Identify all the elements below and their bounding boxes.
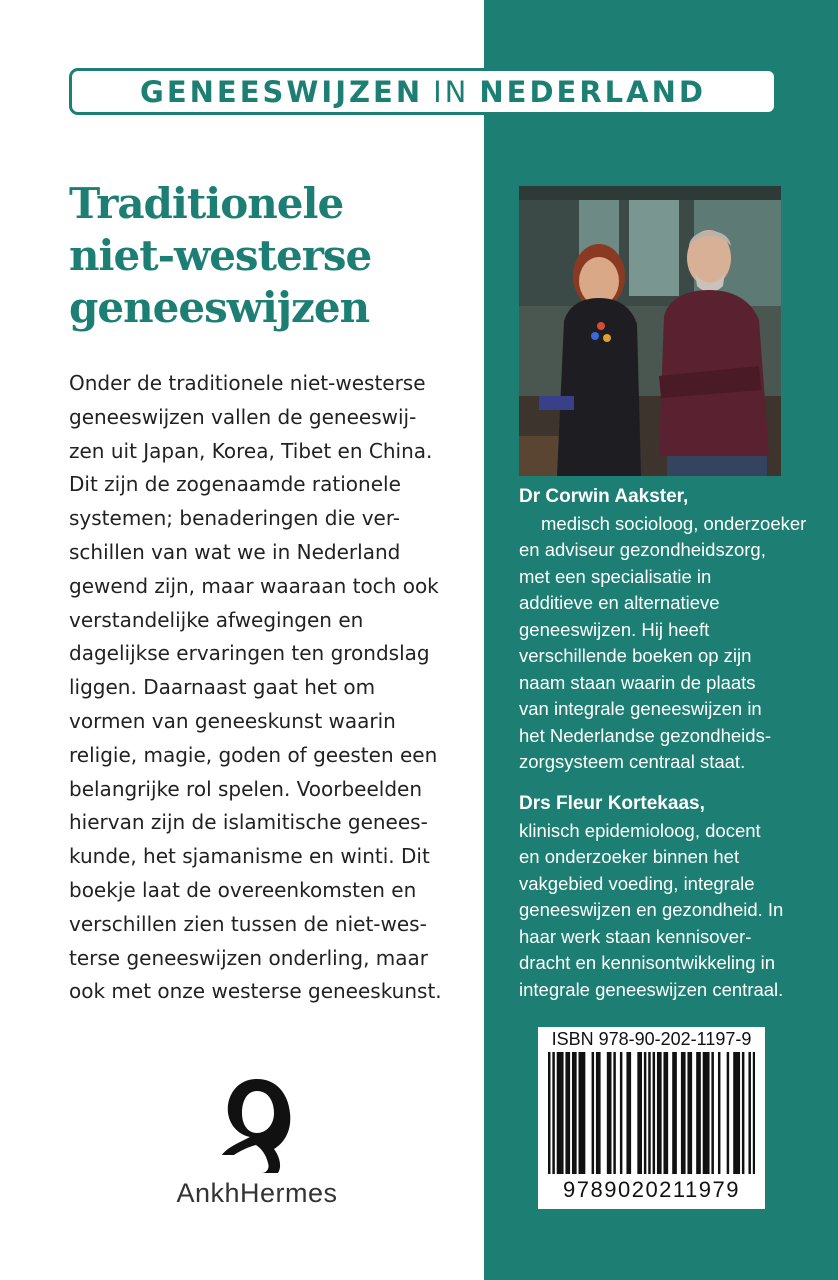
blurb-line: systemen; benaderingen die ver- xyxy=(69,506,401,531)
blurb-line: geneeswijzen vallen de geneeswij- xyxy=(69,404,417,429)
blurb-line: kunde, het sjamanisme en winti. Dit xyxy=(69,844,430,869)
barcode-bar xyxy=(672,1052,674,1174)
blurb-line: verschillen zien tussen de niet-wes- xyxy=(69,911,427,936)
barcode-bar xyxy=(581,1052,583,1174)
barcode-bar xyxy=(687,1052,689,1174)
title-line: geneeswijzen xyxy=(69,283,370,332)
barcode-bar xyxy=(742,1052,744,1174)
author-2-name: Drs Fleur Kortekaas, xyxy=(519,793,705,814)
barcode-bars xyxy=(548,1052,755,1174)
barcode-bar xyxy=(607,1052,609,1174)
publisher-name xyxy=(160,1178,354,1209)
barcode-bar xyxy=(659,1052,661,1174)
author-1-name: Dr Corwin Aakster, xyxy=(519,486,689,507)
blurb-line: Onder de traditionele niet-westerse xyxy=(69,371,426,395)
barcode-bar xyxy=(733,1052,735,1174)
barcode-bar xyxy=(574,1052,576,1174)
barcode-bar xyxy=(579,1052,581,1174)
barcode-bar xyxy=(626,1052,628,1174)
barcode-bar xyxy=(735,1052,737,1174)
barcode-bar xyxy=(629,1052,631,1174)
barcode-bar xyxy=(609,1052,611,1174)
barcode-bar xyxy=(565,1052,567,1174)
barcode-bar xyxy=(620,1052,622,1174)
barcode-bar xyxy=(683,1052,685,1174)
barcode-bar xyxy=(663,1052,665,1174)
barcode-bar xyxy=(559,1052,561,1174)
author-1-line: het Nederlandse gezondheids- xyxy=(519,724,771,746)
blurb-line: liggen. Daarnaast gaat het om xyxy=(69,675,376,700)
barcode-bar xyxy=(548,1052,550,1174)
book-title xyxy=(69,178,469,334)
barcode-bar xyxy=(637,1052,639,1174)
author-2-bio xyxy=(519,791,819,1003)
barcode-bar xyxy=(561,1052,563,1174)
barcode-bar xyxy=(598,1052,600,1174)
blurb-line: zen uit Japan, Korea, Tibet en China. xyxy=(69,438,433,463)
blurb-line: schillen van wat we in Nederland xyxy=(69,539,401,564)
barcode-bar xyxy=(718,1052,720,1174)
barcode-bar xyxy=(707,1052,709,1174)
author-2-line: haar werk staan kennisover- xyxy=(519,925,752,947)
barcode-bar xyxy=(727,1052,729,1174)
barcode-bar xyxy=(690,1052,692,1174)
barcode-bar xyxy=(644,1052,646,1174)
blurb-line: dagelijkse ervaringen ten grondslag xyxy=(69,641,430,666)
blurb-line: verstandelijke afwegingen en xyxy=(69,607,364,632)
barcode-bar xyxy=(681,1052,683,1174)
author-1-line: additieve en alternatieve xyxy=(519,592,720,613)
title-line: niet-westerse xyxy=(69,231,372,280)
blurb-line: belangrijke rol spelen. Voorbeelden xyxy=(69,776,423,801)
author-1-line: geneeswijzen. Hij heeft xyxy=(519,618,710,640)
barcode-bar xyxy=(703,1052,705,1174)
author-1-line: van integrale geneeswijzen in xyxy=(519,698,762,719)
barcode-bar xyxy=(583,1052,585,1174)
author-1-line: verschillende boeken op zijn xyxy=(519,645,752,666)
series-word-3: NEDERLAND xyxy=(479,74,706,109)
blurb-line: vormen van geneeskunst waarin xyxy=(69,708,396,733)
author-1-line: en adviseur gezondheidszorg, xyxy=(519,539,766,560)
author-1-bio xyxy=(519,484,819,776)
barcode-bar xyxy=(657,1052,659,1174)
publisher-logo xyxy=(160,1075,360,1225)
blurb-line: boekje laat de overeenkomsten en xyxy=(69,877,417,902)
barcode-bar xyxy=(698,1052,700,1174)
barcode-bar xyxy=(568,1052,570,1174)
blurb-line: Dit zijn de zogenaamde rationele xyxy=(69,472,401,497)
author-1-line: naam staan waarin de plaats xyxy=(519,671,756,693)
barcode-bar xyxy=(748,1052,750,1174)
title-line: Traditionele xyxy=(69,179,344,228)
blurb-line: religie, magie, goden of geesten een xyxy=(69,742,438,767)
barcode-bar xyxy=(711,1052,713,1174)
barcode-bar xyxy=(557,1052,559,1174)
barcode-bar xyxy=(753,1052,755,1174)
barcode-bar xyxy=(613,1052,615,1174)
author-2-line: integrale geneeswijzen centraal. xyxy=(519,978,784,1000)
isbn-label: ISBN 978-90-202-1197-9 xyxy=(551,1029,752,1049)
barcode-bar xyxy=(653,1052,655,1174)
author-2-line: klinisch epidemioloog, docent xyxy=(519,819,761,841)
blurb-text xyxy=(69,367,479,1009)
barcode-bar xyxy=(696,1052,698,1174)
series-word-2: IN xyxy=(433,74,470,109)
blurb-line: terse geneeswijzen onderling, maar xyxy=(69,945,429,970)
blurb-line: ook met onze westerse geneeskunst. xyxy=(69,979,442,1004)
publisher-name-part1: Ankh xyxy=(176,1178,241,1208)
publisher-name-part2: Hermes xyxy=(240,1178,338,1208)
author-1-line: zorgsysteem centraal staat. xyxy=(519,751,746,772)
author-2-line: dracht en kennisontwikkeling in xyxy=(519,952,776,973)
blurb-line: hiervan zijn de islamitische genees- xyxy=(69,810,428,835)
isbn-barcode xyxy=(538,1027,765,1209)
barcode-digits: 9789020211979 xyxy=(563,1177,740,1202)
barcode-bar xyxy=(640,1052,642,1174)
barcode-bar xyxy=(666,1052,668,1174)
author-1-line: met een specialisatie in xyxy=(519,565,712,587)
barcode-bar xyxy=(648,1052,650,1174)
barcode-bar xyxy=(738,1052,740,1174)
barcode-bar xyxy=(552,1052,554,1174)
barcode-bar xyxy=(592,1052,594,1174)
barcode-bar xyxy=(705,1052,707,1174)
series-banner xyxy=(69,68,777,115)
ankh-logo-icon xyxy=(220,1075,294,1175)
author-1-line: medisch socioloog, onderzoeker xyxy=(541,512,807,534)
author-photo xyxy=(519,186,781,476)
author-2-line: vakgebied voeding, integrale xyxy=(519,872,755,894)
barcode-bar xyxy=(572,1052,574,1174)
barcode-bar xyxy=(674,1052,676,1174)
series-word-1: GENEESWIJZEN xyxy=(140,74,424,109)
author-2-line: en onderzoeker binnen het xyxy=(519,846,740,867)
authors-photo-image xyxy=(519,186,781,476)
barcode-bar xyxy=(596,1052,598,1174)
blurb-line: gewend zijn, maar waaraan toch ook xyxy=(69,573,439,598)
author-2-line: geneeswijzen en gezondheid. In xyxy=(519,899,784,920)
